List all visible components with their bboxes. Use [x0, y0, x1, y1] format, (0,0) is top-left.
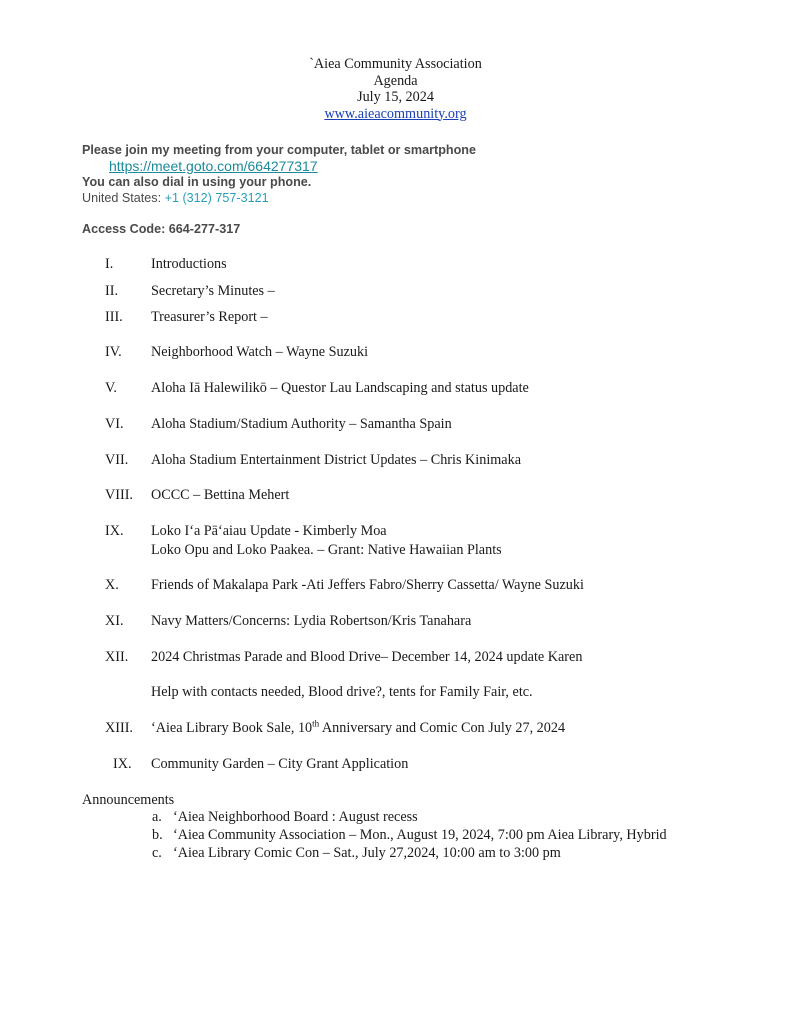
- access-code: Access Code: 664-277-317: [82, 222, 241, 236]
- item-text-continued: Help with contacts needed, Blood drive?, tents for Family Fair, etc.: [151, 684, 533, 700]
- item-number: I.: [105, 256, 114, 272]
- item-text: ‘Aiea Library Book Sale, 10th Anniversary and Comic Con July 27, 2024: [151, 718, 566, 736]
- item-number: IV.: [105, 344, 122, 360]
- item-number: IX.: [113, 756, 132, 772]
- phone-number[interactable]: +1 (312) 757-3121: [164, 191, 269, 205]
- item-text-continued: Loko Opu and Loko Paakea. – Grant: Native Hawaiian Plants: [151, 542, 502, 558]
- item-number: XIII.: [105, 720, 133, 736]
- dial-in-instructions: You can also dial in using your phone.: [82, 175, 312, 189]
- item-number: V.: [105, 380, 117, 396]
- item-number: XI.: [105, 613, 124, 629]
- document-title: Agenda: [373, 72, 418, 89]
- item-text: Introductions: [151, 256, 227, 272]
- item-number: VII.: [105, 452, 129, 468]
- announcement-letter: a.: [152, 809, 162, 825]
- meeting-date: July 15, 2024: [357, 89, 434, 105]
- item-text: Aloha Stadium/Stadium Authority – Samantha Spain: [151, 416, 452, 432]
- organization-name: `Aiea Community Association: [309, 56, 482, 72]
- item-text: Treasurer’s Report –: [151, 309, 268, 325]
- item-text: Secretary’s Minutes –: [151, 283, 275, 299]
- item-number: III.: [105, 309, 123, 325]
- item-number: XII.: [105, 649, 129, 665]
- item-text: 2024 Christmas Parade and Blood Drive– December 14, 2024 update Karen: [151, 649, 583, 665]
- item-text: OCCC – Bettina Mehert: [151, 487, 290, 503]
- meeting-info: [82, 142, 476, 206]
- announcement-text: ‘Aiea Library Comic Con – Sat., July 27,2024, 10:00 am to 3:00 pm: [173, 845, 561, 861]
- item-text: Neighborhood Watch – Wayne Suzuki: [151, 344, 369, 360]
- item-number: II.: [105, 283, 118, 299]
- phone-line: [82, 190, 476, 206]
- country-label: United States:: [82, 191, 165, 205]
- ordinal-superscript: th: [312, 718, 320, 729]
- announcement-text: ‘Aiea Neighborhood Board : August recess: [173, 809, 418, 825]
- item-number: X.: [105, 577, 119, 593]
- announcement-letter: c.: [152, 845, 162, 861]
- announcement-letter: b.: [152, 827, 163, 843]
- item-text: Community Garden – City Grant Application: [151, 756, 409, 772]
- item-number: IX.: [105, 523, 124, 539]
- item-text: Aloha Iā Halewilikō – Questor Lau Landscaping and status update: [151, 380, 529, 396]
- item-text: Loko Iʻa Pāʻaiau Update - Kimberly Moa: [151, 523, 387, 539]
- document-header: [0, 56, 791, 122]
- join-instructions: Please join my meeting from your computer, tablet or smartphone: [82, 143, 476, 157]
- item-number: VIII.: [105, 487, 133, 503]
- item-text: Navy Matters/Concerns: Lydia Robertson/Kris Tanahara: [151, 613, 472, 629]
- website-link[interactable]: www.aieacommunity.org: [324, 105, 467, 122]
- item-text: Aloha Stadium Entertainment District Updates – Chris Kinimaka: [151, 452, 521, 468]
- announcements-heading: Announcements: [82, 792, 175, 808]
- item-text: Friends of Makalapa Park -Ati Jeffers Fabro/Sherry Cassetta/ Wayne Suzuki: [151, 577, 584, 593]
- announcement-text: ‘Aiea Community Association – Mon., August 19, 2024, 7:00 pm Aiea Library, Hybrid: [173, 827, 667, 843]
- item-number: VI.: [105, 416, 124, 432]
- meeting-link[interactable]: https://meet.goto.com/664277317: [109, 158, 318, 174]
